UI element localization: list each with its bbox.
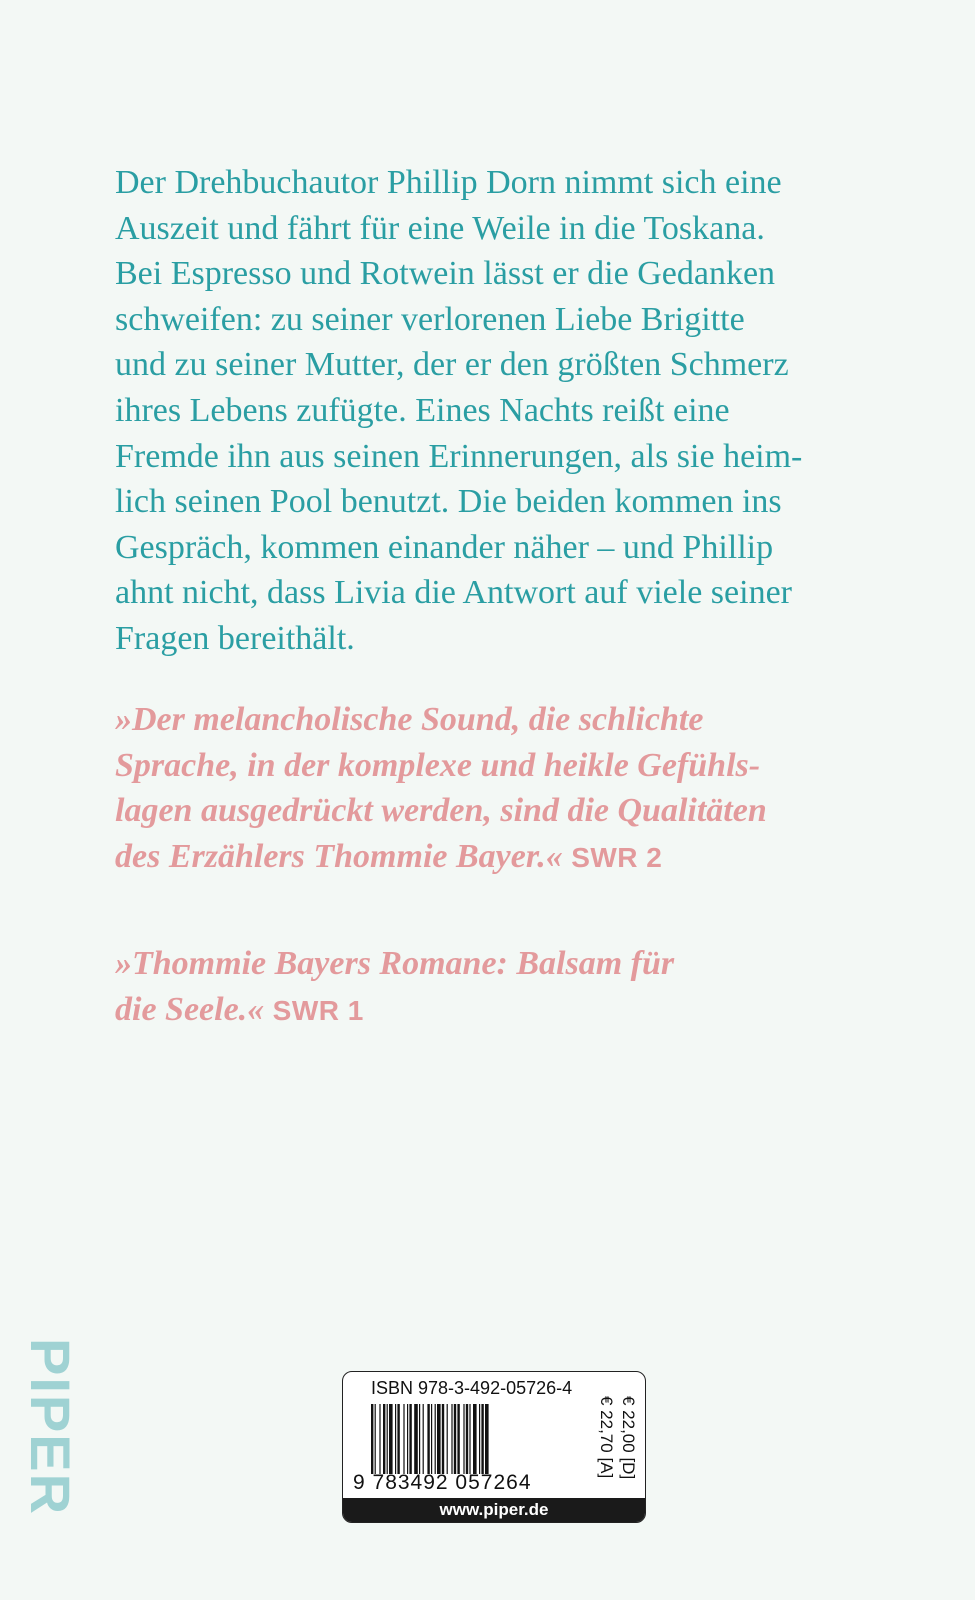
quote-line: lagen ausgedrückt werden, sind die Qualitäten bbox=[115, 792, 767, 829]
blurb-line: Bei Espresso und Rotwein lässt er die Gedanken bbox=[115, 255, 776, 293]
quote-source: SWR 2 bbox=[571, 841, 663, 873]
blurb-line: ihres Lebens zufügte. Eines Nachts reißt eine bbox=[115, 391, 730, 429]
blurb-line: ahnt nicht, dass Livia die Antwort auf viele seiner bbox=[115, 574, 792, 612]
blurb-line: Auszeit und fährt für eine Weile in die Toskana. bbox=[115, 209, 765, 247]
quote-line: Sprache, in der komplexe und heikle Gefühls- bbox=[115, 746, 761, 784]
blurb-line: schweifen: zu seiner verlorenen Liebe Brigitte bbox=[115, 300, 745, 338]
ean-digits: 9 783492 057264 bbox=[353, 1471, 532, 1494]
blurb-text bbox=[115, 160, 875, 662]
press-quote-swr2 bbox=[115, 697, 875, 880]
price-germany: € 22,00 [D] bbox=[619, 1396, 638, 1480]
quote-source: SWR 1 bbox=[272, 994, 364, 1026]
blurb-line: Gespräch, kommen einander näher – und Phillip bbox=[115, 528, 774, 566]
price-austria: € 22,70 [A] bbox=[597, 1396, 616, 1479]
blurb-line: Fragen bereithält. bbox=[115, 619, 355, 657]
quote-line: des Erzählers Thommie Bayer.« bbox=[115, 837, 563, 875]
isbn-number: ISBN 978-3-492-05726-4 bbox=[371, 1378, 573, 1398]
publisher-url: www.piper.de bbox=[343, 1498, 645, 1522]
publisher-logo: PIPER bbox=[19, 1338, 82, 1517]
quote-line: die Seele.« bbox=[115, 990, 265, 1028]
barcode-label bbox=[342, 1371, 646, 1523]
quote-line: »Thommie Bayers Romane: Balsam für bbox=[115, 945, 675, 982]
price-block bbox=[595, 1396, 639, 1496]
blurb-line: lich seinen Pool benutzt. Die beiden kommen ins bbox=[115, 483, 782, 521]
blurb-line: Fremde ihn aus seinen Erinnerungen, als sie heim- bbox=[115, 437, 803, 475]
blurb-line: und zu seiner Mutter, der er den größten Schmerz bbox=[115, 346, 789, 384]
barcode-icon bbox=[371, 1404, 593, 1474]
quote-line: »Der melancholische Sound, die schlichte bbox=[115, 701, 704, 738]
press-quote-swr1 bbox=[115, 941, 875, 1033]
blurb-line: Der Drehbuchautor Phillip Dorn nimmt sich eine bbox=[115, 164, 782, 201]
